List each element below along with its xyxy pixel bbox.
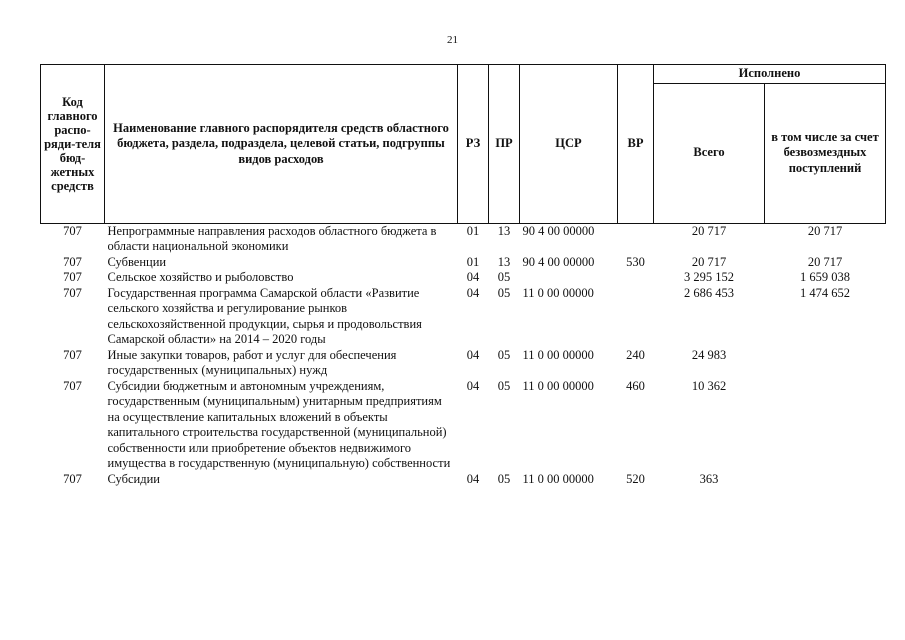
cell-name: Субвенции (107, 254, 167, 269)
cell-vr: 530 (626, 254, 645, 269)
cell-name: Иные закупки товаров, работ и услуг для обеспечения государственных (муниципальных) нужд (107, 347, 397, 377)
cell-csr: 11 0 00 00000 (522, 471, 594, 486)
header-name: Наименование главного распорядителя средств областного бюджета, раздела, подраздела, целевой статьи, подгруппы видов расходов (105, 65, 458, 224)
header-vr: ВР (618, 65, 654, 224)
cell-rz: 04 (466, 347, 480, 362)
cell-free: 20 717 (807, 254, 843, 269)
cell-code: 707 (63, 285, 82, 300)
cell-code: 707 (63, 270, 82, 284)
cell-pr: 13 (497, 223, 511, 238)
cell-total: 363 (699, 471, 719, 486)
header-total: Всего (654, 83, 765, 223)
cell-code: 707 (63, 254, 82, 269)
table-row (41, 348, 886, 379)
header-pr: ПР (489, 65, 520, 224)
cell-total: 20 717 (691, 254, 727, 269)
cell-pr: 05 (497, 471, 511, 486)
cell-rz: 04 (466, 471, 480, 486)
cell-pr: 05 (497, 270, 511, 284)
cell-name: Субсидии бюджетным и автономным учреждениям, государственным (муниципальным) унитарным предприятиям на осуществление капитальных вложений в объекты капитального строительства государственной (муниципальной) собственности или приобретение объектов недвижимого имущества в государственную (муниципальную) собственности (107, 378, 451, 470)
cell-code: 707 (63, 471, 82, 486)
cell-vr: 520 (626, 471, 645, 486)
cell-csr: 11 0 00 00000 (522, 378, 594, 393)
cell-pr: 13 (497, 254, 511, 269)
cell-vr (618, 270, 654, 286)
header-rz: РЗ (458, 65, 489, 224)
table-row (41, 270, 886, 286)
cell-free (765, 379, 886, 472)
cell-total: 24 983 (691, 347, 727, 362)
cell-csr: 11 0 00 00000 (522, 285, 594, 300)
table-row (41, 286, 886, 348)
cell-total: 3 295 152 (684, 270, 734, 284)
cell-vr (618, 223, 654, 255)
table-row (41, 472, 886, 488)
table-row (41, 379, 886, 472)
cell-rz: 04 (466, 285, 480, 300)
header-free: в том числе за счет безвозмездных поступлений (765, 83, 886, 223)
cell-vr (618, 286, 654, 348)
cell-free: 1 659 038 (800, 270, 850, 284)
budget-table (40, 64, 886, 487)
cell-csr (520, 270, 618, 286)
cell-rz: 01 (466, 254, 480, 269)
cell-csr: 90 4 00 00000 (522, 254, 595, 269)
header-code: Код главного распо-ряди-теля бюд-жетных средств (41, 65, 105, 224)
cell-name: Сельское хозяйство и рыболовство (107, 270, 294, 284)
cell-name: Непрограммные направления расходов областного бюджета в области национальной экономики (107, 223, 437, 253)
header-csr: ЦСР (520, 65, 618, 224)
cell-vr: 240 (626, 347, 645, 362)
cell-rz: 04 (466, 270, 480, 284)
cell-total: 20 717 (691, 223, 727, 238)
cell-pr: 05 (497, 347, 511, 362)
cell-free: 1 474 652 (800, 285, 850, 300)
cell-total: 2 686 453 (684, 285, 734, 300)
header-executed: Исполнено (654, 65, 886, 84)
cell-csr: 11 0 00 00000 (522, 347, 594, 362)
cell-pr: 05 (497, 285, 511, 300)
cell-csr: 90 4 00 00000 (522, 223, 595, 238)
cell-rz: 04 (466, 378, 480, 393)
table-row (41, 223, 886, 255)
cell-code: 707 (63, 347, 82, 362)
cell-vr: 460 (626, 378, 645, 393)
cell-rz: 01 (466, 223, 480, 238)
cell-free (765, 472, 886, 488)
table-row (41, 255, 886, 271)
page-number: 21 (447, 34, 458, 46)
cell-code: 707 (63, 378, 82, 393)
cell-free (765, 348, 886, 379)
cell-total: 10 362 (691, 378, 727, 393)
cell-code: 707 (63, 223, 82, 238)
cell-free: 20 717 (807, 223, 843, 238)
cell-name: Государственная программа Самарской области «Развитие сельского хозяйства и регулирование рынков сельскохозяйственной продукции, сырья и продовольствия Самарской области» на 2014 – 2020 годы (107, 285, 422, 346)
cell-name: Субсидии (107, 471, 160, 486)
cell-pr: 05 (497, 378, 511, 393)
